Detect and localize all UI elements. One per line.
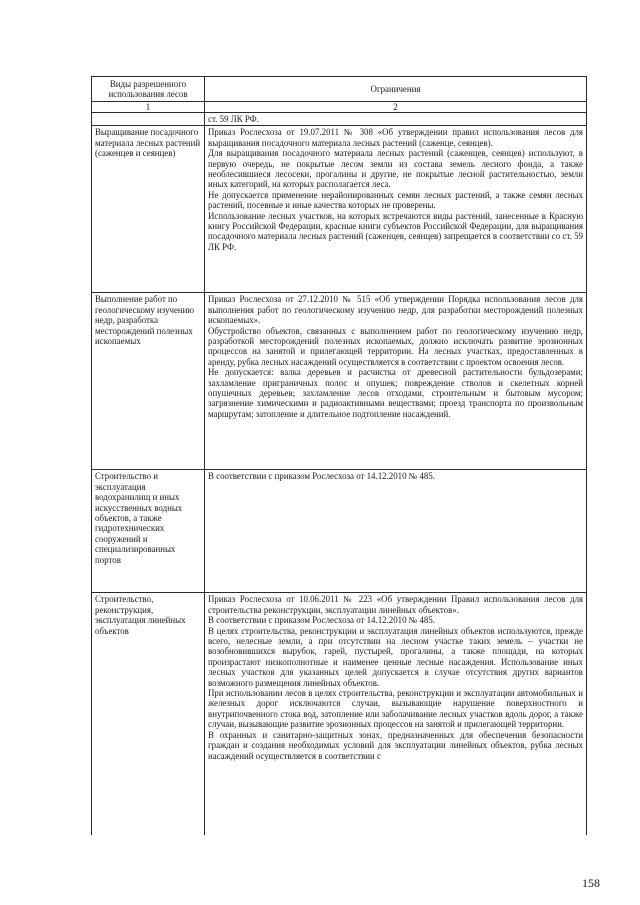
usage-type-cell: Строительство и эксплуатация водохранилищ и иных искусственных водных объектов, а также гидротехнических сооружений и специализированных портов <box>92 470 205 593</box>
table-row <box>92 470 587 593</box>
restriction-cell <box>205 470 587 593</box>
table-row <box>92 126 587 293</box>
restriction-paragraph: ст. 59 ЛК РФ. <box>208 114 259 124</box>
table-row <box>92 113 587 126</box>
restriction-cell <box>205 126 587 293</box>
restriction-paragraph: В соответствии с приказом Рослесхоза от 14.12.2010 № 485. <box>208 471 435 482</box>
restriction-paragraph: Обустройство объектов, связанных с выполнением работ по геологическому изучению недр, разработкой месторождений полезных ископаемых, должно исключать развитие эрозионных процессов на занятой и прилегающей территории. На лесных участках, предоставленных в аренду, рубка лесных насаждений осуществляется в соответствии с проектом освоения лесов. <box>208 325 583 367</box>
table-row <box>92 593 587 836</box>
header-col-usage-types: Виды разрешенного использования лесов <box>92 77 205 102</box>
usage-type-cell <box>92 113 205 126</box>
restriction-paragraph: Не допускается: валка деревьев и расчистка от древесной растительности бульдозерами; захламление приграничных полос и опушек; повреждение стволов и скелетных корней опушечных деревьев; захламление лесов отходами, строительным и бытовым мусором; загрязнение химическими и радиоактивными веществами; проезд транспорта по произвольным маршрутам; затопление и длительное подтопление насаждений. <box>208 367 583 419</box>
column-numbers-row <box>92 102 587 113</box>
restrictions-table <box>91 76 587 835</box>
restriction-cell <box>205 293 587 470</box>
restriction-cell <box>205 113 587 126</box>
restriction-paragraph: В соответствии с приказом Рослесхоза от 14.12.2010 № 485. <box>208 615 435 626</box>
page-number: 158 <box>582 876 600 890</box>
restriction-paragraph: В целях строительства, реконструкции и эксплуатация линейных объектов используются, прежде всего, нелесные земли, а при отсутствии на лесном участке таких земель – участки не возобновившихся вырубок, гарей, пустырей, прогалины, а также площади, на которых произрастают низкополнотные и наименее ценные лесные насаждения. Использование иных лесных участков для указанных целей допускается в случае отсутствия других вариантов возможного размещения линейных объектов. <box>208 625 583 688</box>
restriction-paragraph: Приказ Рослесхоза от 10.06.2011 № 223 «Об утверждении Правил использования лесов для строительства реконструкции, эксплуатации линейных объектов». <box>208 594 583 615</box>
usage-type-cell: Выполнение работ по геологическому изучению недр, разработка месторождений полезных ископаемых <box>92 293 205 470</box>
usage-type-cell: Строительство, реконструкция, эксплуатация линейных объектов <box>92 593 205 836</box>
usage-type-cell: Выращивание посадочного материала лесных растений (саженцев и сеянцев) <box>92 126 205 293</box>
restriction-paragraph: Использование лесных участков, на которых встречаются виды растений, занесенные в Красную книгу Российской Федерации, красные книги субъектов Российской Федерации, для выращивания посадочного материала лесных растений (саженцев, сеянцев) запрещается в соответствии со ст. 59 ЛК РФ. <box>208 210 583 252</box>
column-number: 1 <box>92 102 205 113</box>
restriction-paragraph: Для выращивания посадочного материала лесных растений (саженцев, сеянцев) используют, в первую очередь, не покрытые лесом земли из состава земель лесного фонда, а также необлесившиеся лесосеки, прогалины и другие, не покрытые лесной растительностью, земли иных категорий, на которых располагается леса. <box>208 148 583 190</box>
table-header-row <box>92 77 587 102</box>
restriction-paragraph: При использовании лесов в целях строительства, реконструкции и эксплуатации автомобильных и железных дорог исключаются случаи, вызывающие нарушение поверхностного и внутрипочвенного стока вод, затопление или заболачивание лесных участков вдоль дорог, а также случаи, вызывающие развитие эрозионных процессов на занятой и прилегающей территории. <box>208 688 583 730</box>
restriction-paragraph: В охранных и санитарно-защитных зонах, предназначенных для обеспечения безопасности граждан и создания необходимых условий для эксплуатации линейных объектов, рубка лесных насаждений осуществляется в соответствии с <box>208 729 583 761</box>
column-number: 2 <box>205 102 587 113</box>
table-row <box>92 293 587 470</box>
restriction-paragraph: Не допускается применение нерайонированных семян лесных растений, а также семян лесных растений, посевные и иные качества которых не проверены. <box>208 189 583 211</box>
restriction-paragraph: Приказ Рослесхоза от 19.07.2011 № 308 «Об утверждении правил использования лесов для выращивания посадочного материала лесных растений (саженце, сеянцев). <box>208 127 583 148</box>
header-col-restrictions: Ограничения <box>205 77 587 102</box>
restriction-cell <box>205 593 587 836</box>
restriction-paragraph: Приказ Рослесхоза от 27.12.2010 № 515 «Об утверждении Порядка использования лесов для выполнения работ по геологическому изучению недр, для разработки месторождений полезных ископаемых». <box>208 294 583 326</box>
